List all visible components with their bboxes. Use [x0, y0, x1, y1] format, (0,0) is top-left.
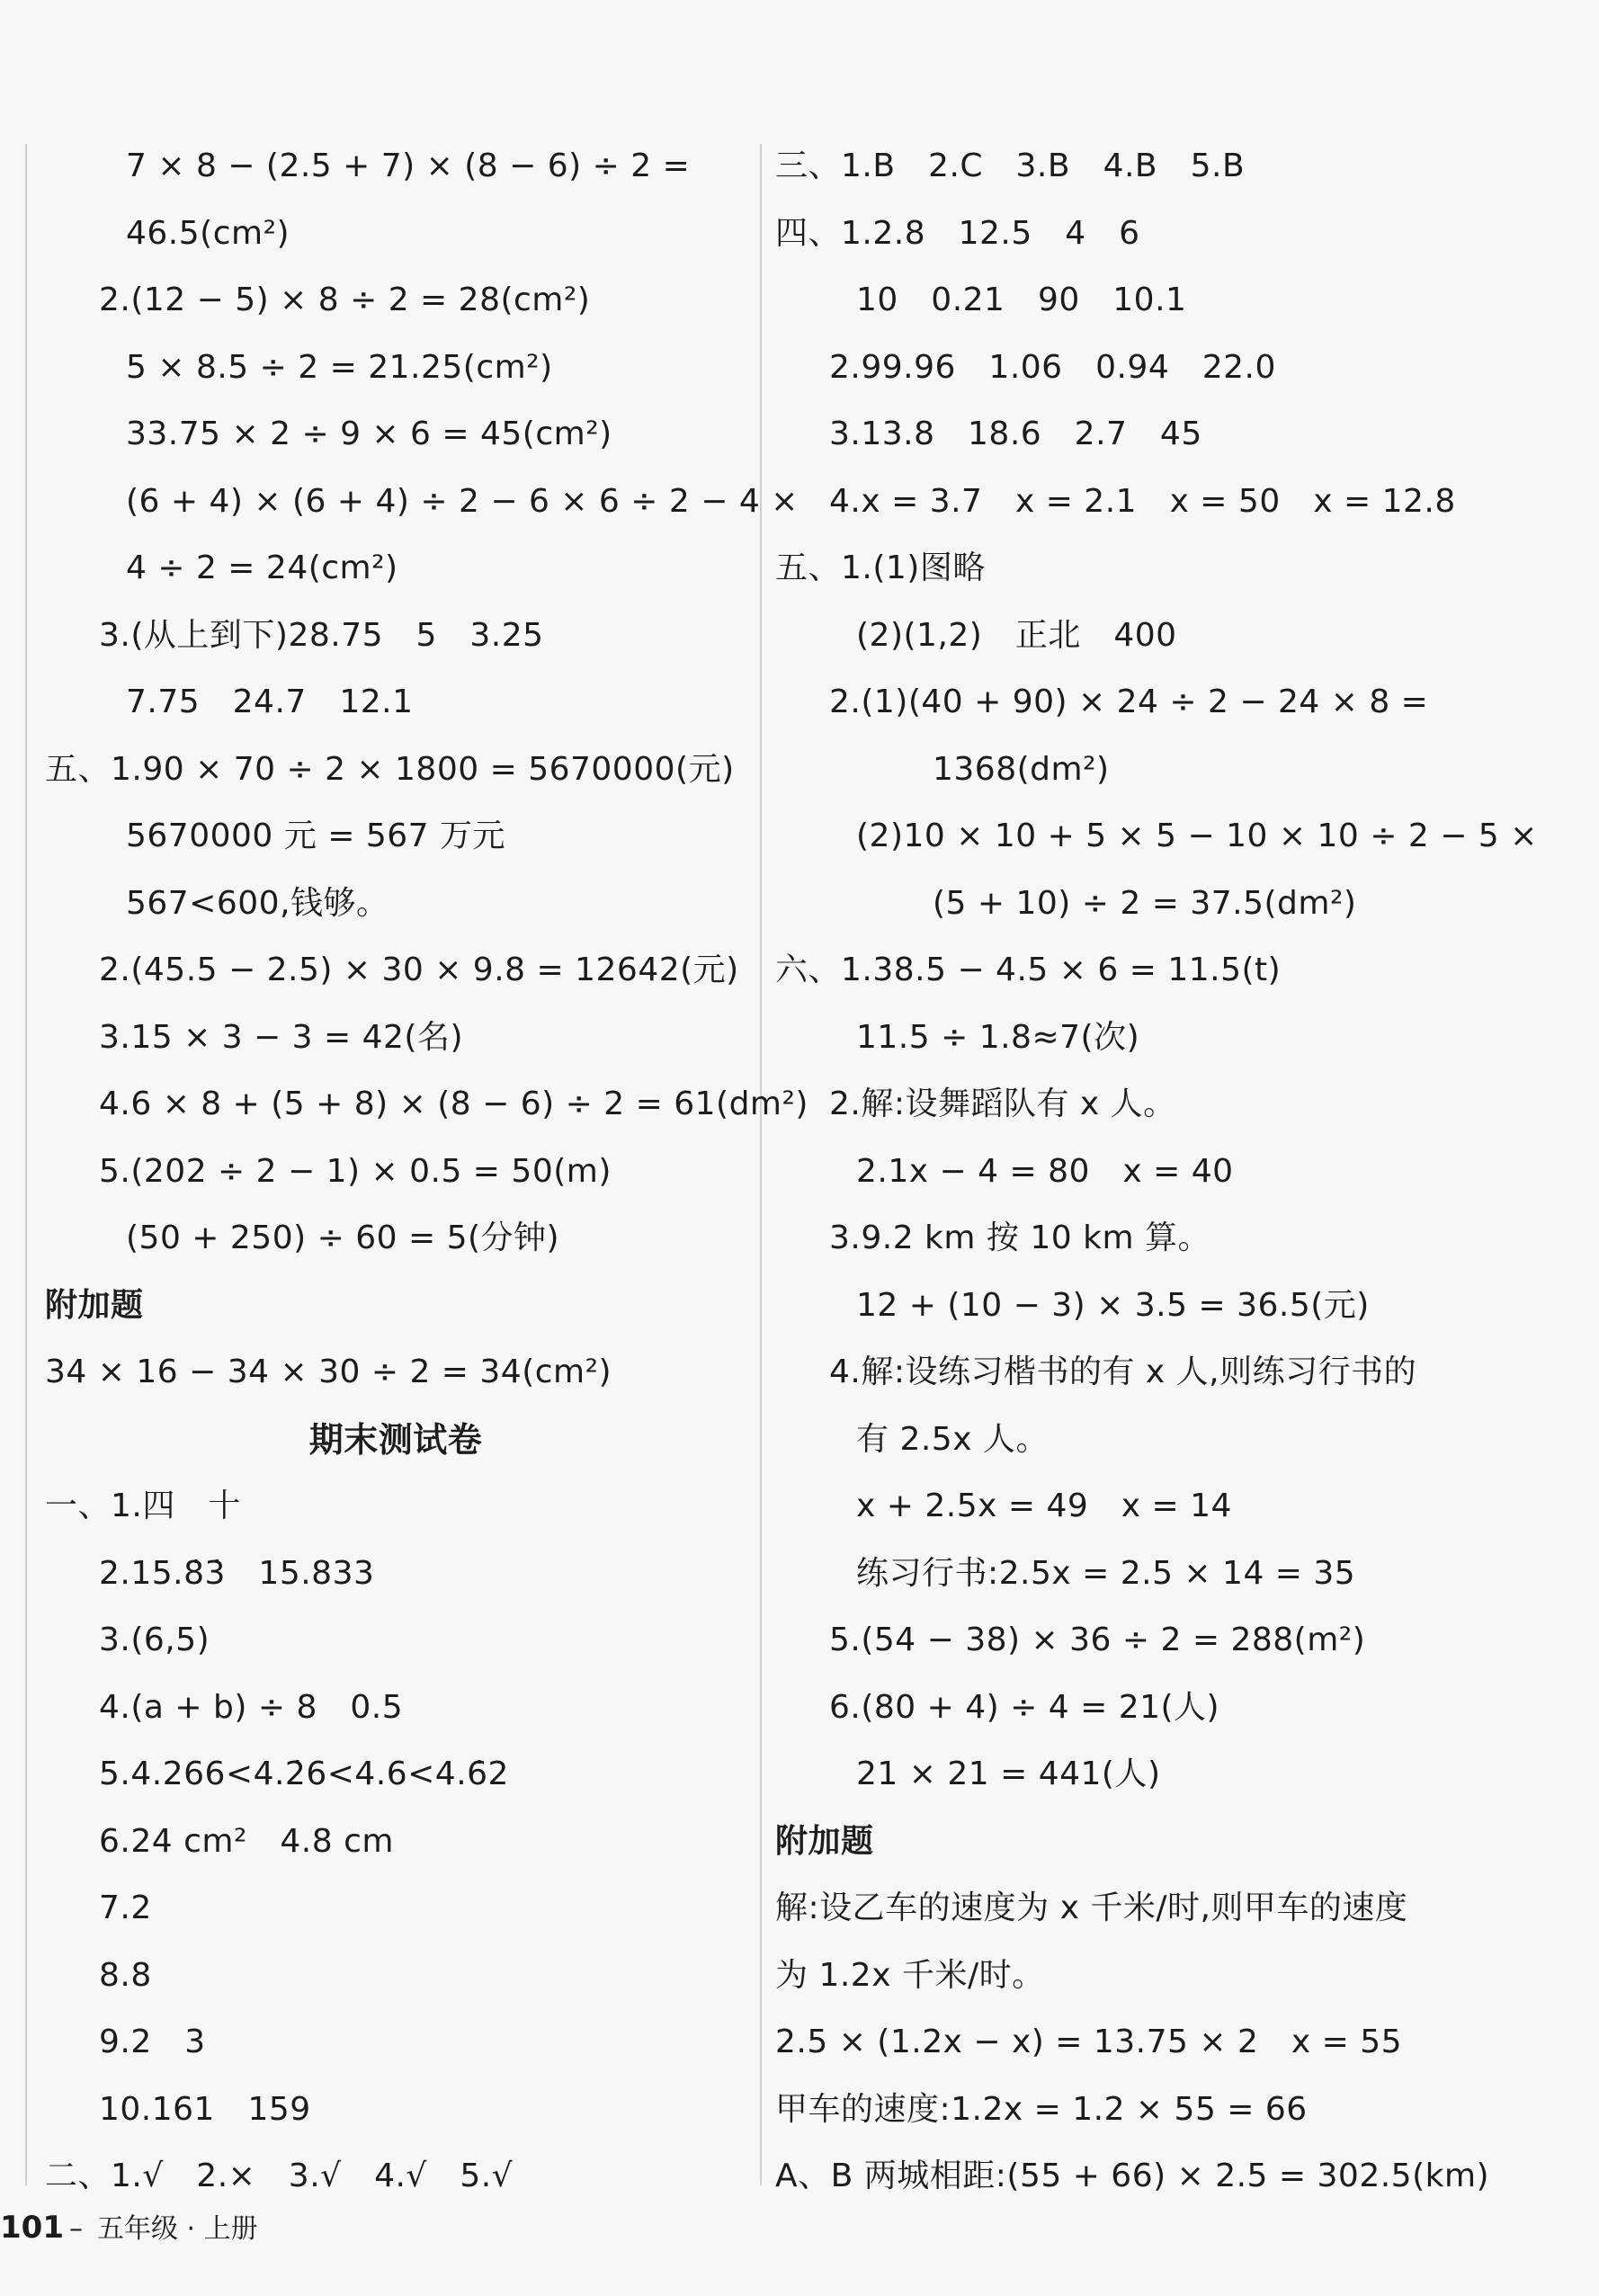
answer-line: 2.15.8̇3̇ 15.833 — [99, 1554, 375, 1592]
page-number: 101 — [0, 2210, 64, 2246]
answer-line: 4.解:设练习楷书的有 x 人,则练习行书的 — [829, 1353, 1417, 1390]
answer-line: 甲车的速度:1.2x = 1.2 × 55 = 66 — [775, 2090, 1308, 2128]
answer-line: 5.(202 ÷ 2 − 1) × 0.5 = 50(m) — [99, 1152, 612, 1190]
answer-line: 三、1.B 2.C 3.B 4.B 5.B — [775, 147, 1246, 184]
answer-line: 9.2 3 — [99, 2024, 206, 2060]
answer-line: (2)10 × 10 + 5 × 5 − 10 × 10 ÷ 2 − 5 × — [856, 817, 1538, 854]
answer-line: 练习行书:2.5x = 2.5 × 14 = 35 — [856, 1554, 1356, 1592]
answer-line: A、B 两城相距:(55 + 66) × 2.5 = 302.5(km) — [775, 2158, 1490, 2194]
answer-line: (2)(1,2) 正北 400 — [856, 616, 1177, 654]
answer-line: 四、1.2.8 12.5 4 6 — [775, 214, 1140, 252]
answer-line: 为 1.2x 千米/时。 — [775, 1956, 1045, 1994]
answer-line: 五、1.90 × 70 ÷ 2 × 1800 = 5670000(元) — [45, 750, 735, 788]
right-column — [775, 133, 1567, 2211]
answer-line: 7 × 8 − (2.5 + 7) × (8 − 6) ÷ 2 = — [126, 147, 691, 184]
footer-separator: – — [68, 2213, 83, 2245]
answer-line: 有 2.5x 人。 — [856, 1420, 1049, 1458]
answer-line: 7.75 24.7 12.1 — [126, 683, 414, 720]
answer-line: 2.5 × (1.2x − x) = 13.75 × 2 x = 55 — [775, 2024, 1403, 2060]
answer-line: 3.9.2 km 按 10 km 算。 — [829, 1219, 1210, 1256]
answer-line: 4 ÷ 2 = 24(cm²) — [126, 549, 398, 586]
answer-line: 2.解:设舞蹈队有 x 人。 — [829, 1085, 1176, 1122]
answer-line: 12 + (10 − 3) × 3.5 = 36.5(元) — [856, 1286, 1370, 1324]
answer-line: 4.6 × 8 + (5 + 8) × (8 − 6) ÷ 2 = 61(dm²) — [99, 1085, 808, 1122]
section-heading: 附加题 — [775, 1822, 874, 1860]
answer-line: 5670000 元 = 567 万元 — [126, 817, 505, 854]
answer-line: 34 × 16 − 34 × 30 ÷ 2 = 34(cm²) — [45, 1353, 612, 1390]
left-column — [45, 133, 808, 2211]
answer-line: 3.(6,5) — [99, 1621, 210, 1658]
page-footer — [0, 2205, 258, 2250]
answer-line: 一、1.四 十 — [45, 1487, 241, 1524]
answer-line: 2.(1)(40 + 90) × 24 ÷ 2 − 24 × 8 = — [829, 683, 1429, 720]
answer-line: 3.13.8 18.6 2.7 45 — [829, 415, 1202, 452]
answer-line: x + 2.5x = 49 x = 14 — [856, 1487, 1232, 1524]
answer-line: 6.24 cm² 4.8 cm — [99, 1822, 394, 1860]
answer-line: 6.(80 + 4) ÷ 4 = 21(人) — [829, 1688, 1220, 1726]
answer-line: (5 + 10) ÷ 2 = 37.5(dm²) — [933, 884, 1357, 922]
answer-line: 8.8 — [99, 1956, 152, 1994]
answer-line: (50 + 250) ÷ 60 = 5(分钟) — [126, 1219, 560, 1256]
answer-line: 4.(a + b) ÷ 8 0.5 — [99, 1688, 404, 1726]
answer-line: 二、1.√ 2.× 3.√ 4.√ 5.√ — [45, 2158, 514, 2194]
answer-line: 3.15 × 3 − 3 = 42(名) — [99, 1018, 464, 1056]
answer-line: 11.5 ÷ 1.8≈7(次) — [856, 1018, 1140, 1056]
answer-line: 五、1.(1)图略 — [775, 549, 986, 586]
answer-line: 7.2 — [99, 1890, 152, 1926]
column-divider — [760, 144, 762, 2185]
section-heading: 附加题 — [45, 1286, 144, 1324]
grade-label: 五年级 · 上册 — [96, 2213, 258, 2245]
answer-line: 5.(54 − 38) × 36 ÷ 2 = 288(m²) — [829, 1621, 1366, 1658]
answer-line: 567<600,钱够。 — [126, 884, 389, 922]
answer-line: 2.(45.5 − 2.5) × 30 × 9.8 = 12642(元) — [99, 951, 739, 988]
answer-line: 2.99.96 1.06 0.94 22.0 — [829, 348, 1276, 386]
answer-line: 1368(dm²) — [933, 750, 1110, 788]
left-margin-rule — [25, 144, 27, 2185]
section-title: 期末测试卷 — [308, 1419, 483, 1460]
answer-line: 10 0.21 90 10.1 — [856, 281, 1187, 318]
answer-line: 3.(从上到下)28.75 5 3.25 — [99, 616, 544, 654]
answer-line: 2.(12 − 5) × 8 ÷ 2 = 28(cm²) — [99, 281, 591, 318]
answer-line: 解:设乙车的速度为 x 千米/时,则甲车的速度 — [775, 1890, 1408, 1926]
answer-line: 5.4.266<4.2̇6<4.6<4.6̇2 — [99, 1756, 509, 1792]
answer-line: 六、1.38.5 − 4.5 × 6 = 11.5(t) — [775, 951, 1282, 988]
answer-line: 2.1x − 4 = 80 x = 40 — [856, 1152, 1234, 1190]
answer-line: 21 × 21 = 441(人) — [856, 1756, 1161, 1792]
answer-line: 46.5(cm²) — [126, 214, 290, 252]
answer-line: 10.161 159 — [99, 2090, 311, 2128]
answer-line: (6 + 4) × (6 + 4) ÷ 2 − 6 × 6 ÷ 2 − 4 × — [126, 482, 799, 520]
answer-line: 5 × 8.5 ÷ 2 = 21.25(cm²) — [126, 348, 553, 386]
answer-line: 4.x = 3.7 x = 2.1 x = 50 x = 12.8 — [829, 482, 1456, 520]
answer-line: 33.75 × 2 ÷ 9 × 6 = 45(cm²) — [126, 415, 612, 452]
